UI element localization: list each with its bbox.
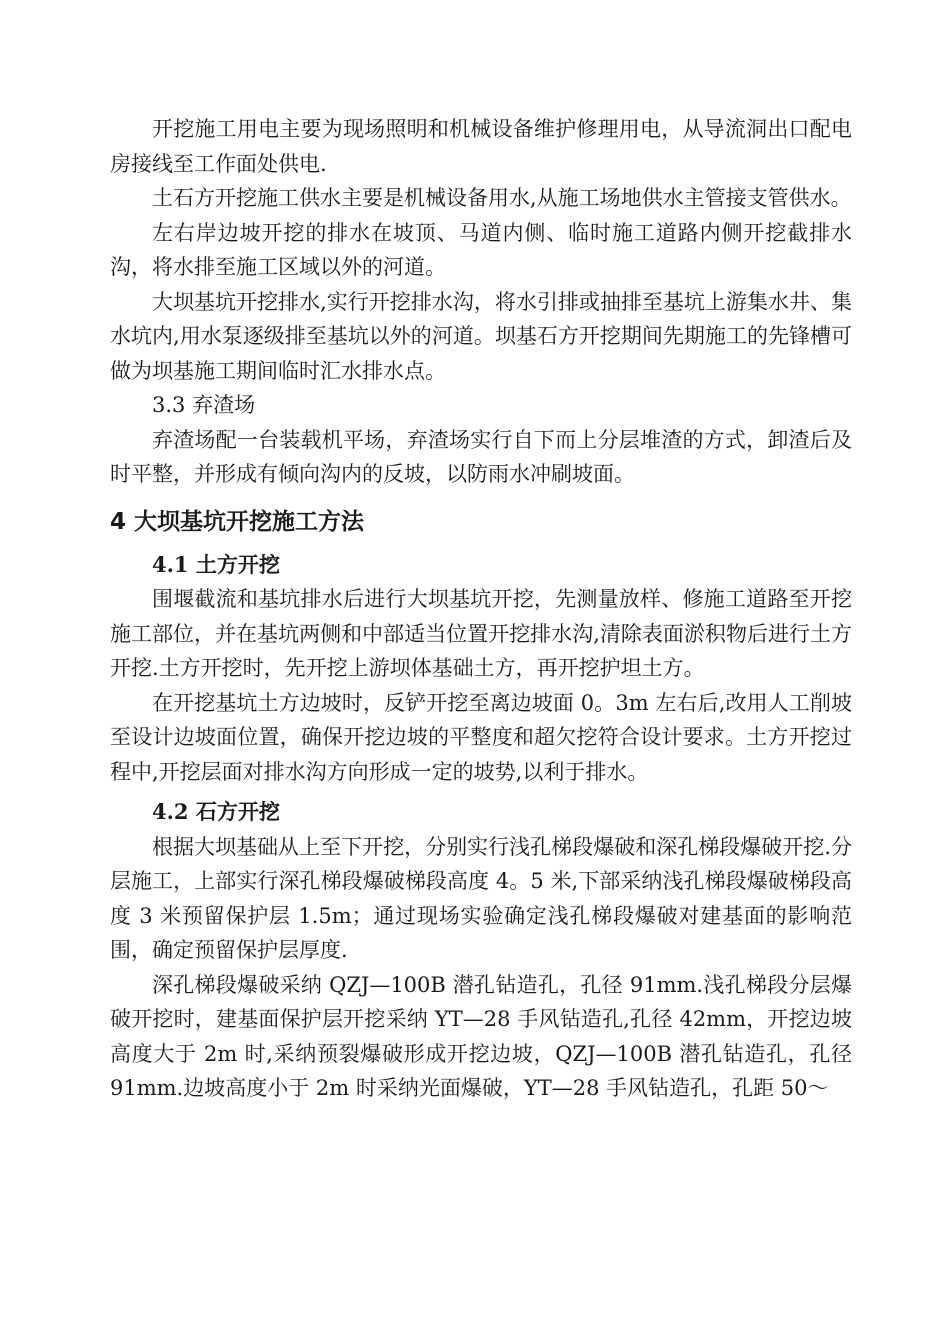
paragraph-pit-drainage: 大坝基坑开挖排水,实行开挖排水沟，将水引排或抽排至基坑上游集水井、集水坑内,用水泵逐级排至基坑以外的河道。坝基石方开挖期间先期施工的先锋槽可做为坝基施工期间临时汇水排水点。 [110, 289, 852, 383]
paragraph-water-supply: 土石方开挖施工供水主要是机械设备用水,从施工场地供水主管接支管供水。 [152, 186, 852, 210]
paragraph-spoil-area: 弃渣场配一台装载机平场，弃渣场实行自下而上分层堆渣的方式，卸渣后及时平整，并形成有倾向沟内的反坡，以防雨水冲刷坡面。 [110, 427, 852, 486]
paragraph-rock-excavation-1: 根据大坝基础从上至下开挖，分别实行浅孔梯段爆破和深孔梯段爆破开挖.分层施工，上部实行深孔梯段爆破梯段高度 4。5 米,下部采纳浅孔梯段爆破梯段高度 3 米预留保护层 1.5m；通过现场实验确定浅孔梯段爆破对建基面的影响范围，确定预留保护层厚度. [110, 834, 852, 962]
subsection-title-4-2: 4.2 石方开挖 [152, 799, 280, 824]
paragraph-earth-excavation-2: 在开挖基坑土方边坡时，反铲开挖至离边坡面 0。3m 左右后,改用人工削坡至设计边坡面位置，确保开挖边坡的平整度和超欠挖符合设计要求。土方开挖过程中,开挖层面对排水沟方向形成一定的坡势,以利于排水。 [110, 690, 852, 784]
paragraph-slope-drainage: 左右岸边坡开挖的排水在坡顶、马道内侧、临时施工道路内侧开挖截排水沟，将水排至施工区域以外的河道。 [110, 220, 852, 279]
paragraph-power-supply: 开挖施工用电主要为现场照明和机械设备维护修理用电，从导流洞出口配电房接线至工作面处供电. [110, 117, 852, 176]
section-title-4: 4 大坝基坑开挖施工方法 [110, 508, 365, 535]
subsection-title-4-1: 4.1 土方开挖 [152, 551, 280, 577]
subsection-title-3-3: 3.3 弃渣场 [152, 393, 256, 417]
document-page [110, 112, 852, 1106]
paragraph-earth-excavation-1: 围堰截流和基坑排水后进行大坝基坑开挖，先测量放样、修施工道路至开挖施工部位，并在基坑两侧和中部适当位置开挖排水沟,清除表面淤积物后进行土方开挖.土方开挖时，先开挖上游坝体基础土方，再开挖护坦土方。 [110, 587, 852, 680]
paragraph-rock-excavation-2: 深孔梯段爆破采纳 QZJ—100B 潜孔钻造孔，孔径 91mm.浅孔梯段分层爆破开挖时，建基面保护层开挖采纳 YT—28 手风钻造孔,孔径 42mm，开挖边坡高度大于 2m 时,采纳预裂爆破形成开挖边坡，QZJ—100B 潜孔钻造孔，孔径 91mm.边坡高度小于 2m 时采纳光面爆破，YT—28 手风钻造孔，孔距 50～ [110, 972, 852, 1100]
